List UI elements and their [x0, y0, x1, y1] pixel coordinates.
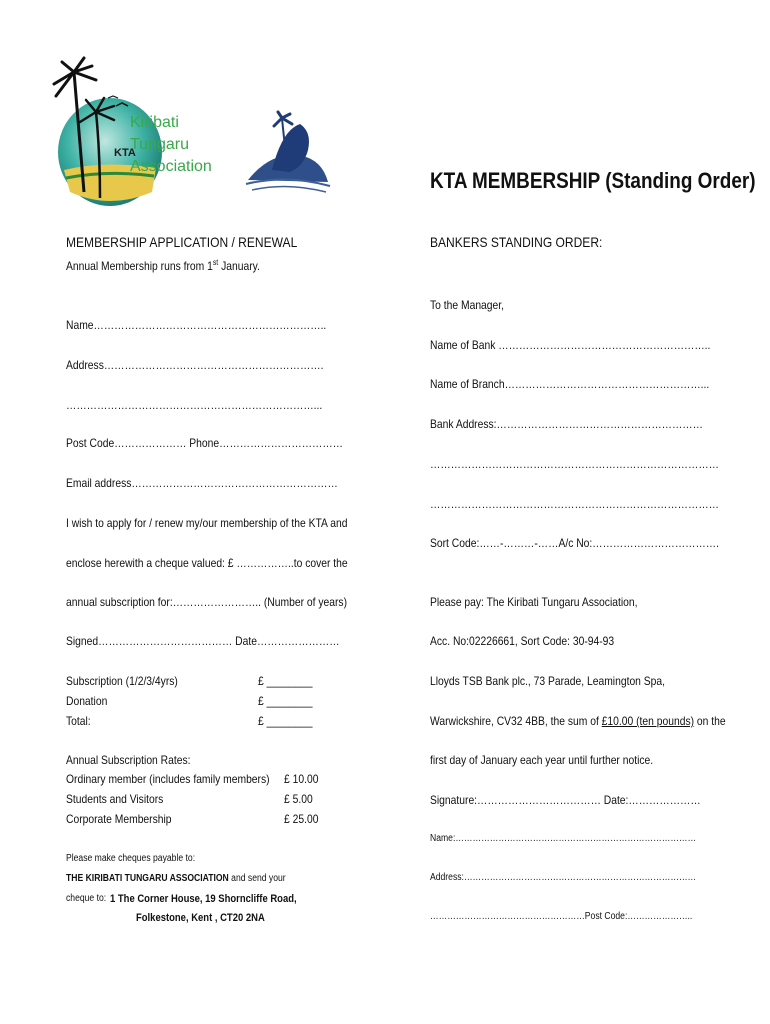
island-icon [242, 110, 332, 195]
subscription-amount-field[interactable]: £ ________ [258, 674, 313, 688]
apply-statement: I wish to apply for / renew my/our membership of the KTA and [66, 516, 348, 530]
bank-address-line-2[interactable]: ………………………………………………………………………… [430, 457, 719, 471]
subscription-label: Subscription (1/2/3/4yrs) [66, 674, 178, 688]
logo-line-1: Kiribati [130, 114, 179, 131]
to-manager: To the Manager, [430, 298, 505, 312]
postcode-phone-field[interactable]: Post Code………………… Phone……………………………… [66, 436, 343, 450]
page-title: KTA MEMBERSHIP (Standing Order) [430, 168, 756, 193]
donation-label: Donation [66, 694, 108, 708]
logo-line-3: Association [130, 158, 212, 175]
rate-students-label: Students and Visitors [66, 792, 164, 806]
cheques-to-label: cheque to: [66, 893, 107, 904]
address-line-2-field[interactable]: ………………………………………………………………... [66, 398, 323, 412]
sort-account-field[interactable]: Sort Code:……-………-……A/c No:………………………………. [430, 536, 720, 550]
bank-details: Lloyds TSB Bank plc., 73 Parade, Leamington Spa, [430, 674, 666, 688]
postcode-field-right[interactable]: ………………………………………………Post Code:………………….. [430, 911, 693, 922]
rate-ordinary-label: Ordinary member (includes family members) [66, 772, 270, 786]
address-field[interactable]: Address………………………………………………………. [66, 358, 324, 372]
membership-runs-note: Annual Membership runs from 1st January. [66, 258, 260, 273]
cheques-address-line-2: Folkestone, Kent , CT20 2NA [136, 912, 265, 924]
bank-name-field[interactable]: Name of Bank …………………………………………………….. [430, 338, 711, 352]
rate-students-value: £ 5.00 [284, 792, 313, 806]
island-illustration [242, 110, 332, 195]
logo-line-2: Tungaru [130, 136, 189, 153]
rate-corporate-label: Corporate Membership [66, 812, 172, 826]
cheque-value-field[interactable]: enclose herewith a cheque valued: £ ……………..to cover the [66, 556, 348, 570]
address-field-right[interactable]: Address:……………………………………………………………………… [430, 872, 697, 883]
total-label: Total: [66, 714, 91, 728]
years-field[interactable]: annual subscription for:…………………….. (Number of years) [66, 595, 348, 609]
cheques-payee: THE KIRIBATI TUNGARU ASSOCIATION and send your [66, 873, 286, 884]
sum-statement: Warwickshire, CV32 4BB, the sum of £10.00 (ten pounds) on the [430, 714, 726, 728]
rate-ordinary-value: £ 10.00 [284, 772, 319, 786]
signed-date-field[interactable]: Signed………………………………… Date…………………… [66, 634, 340, 648]
bankers-heading: BANKERS STANDING ORDER: [430, 234, 603, 250]
name-field-right[interactable]: Name:………………………………………………………………………… [430, 833, 697, 844]
signature-date-field[interactable]: Signature:……………………………… Date:………………… [430, 793, 701, 807]
total-amount-field[interactable]: £ ________ [258, 714, 313, 728]
donation-amount-field[interactable]: £ ________ [258, 694, 313, 708]
cheques-address-line-1: 1 The Corner House, 19 Shorncliffe Road, [110, 893, 297, 905]
membership-heading: MEMBERSHIP APPLICATION / RENEWAL [66, 234, 298, 250]
rates-heading: Annual Subscription Rates: [66, 753, 191, 767]
email-field[interactable]: Email address…………………………………………………… [66, 476, 338, 490]
cheques-payable-note: Please make cheques payable to: [66, 853, 196, 864]
bank-address-line-3[interactable]: ………………………………………………………………………… [430, 497, 719, 511]
bank-address-field[interactable]: Bank Address:…………………………………………………… [430, 417, 703, 431]
logo-badge: KTA [114, 147, 136, 159]
name-field[interactable]: Name………………………………………………………….. [66, 318, 327, 332]
rate-corporate-value: £ 25.00 [284, 812, 319, 826]
account-details: Acc. No:02226661, Sort Code: 30-94-93 [430, 634, 615, 648]
first-day-statement: first day of January each year until further notice. [430, 753, 654, 767]
please-pay: Please pay: The Kiribati Tungaru Association, [430, 595, 638, 609]
branch-name-field[interactable]: Name of Branch…………………………………………………... [430, 377, 710, 391]
